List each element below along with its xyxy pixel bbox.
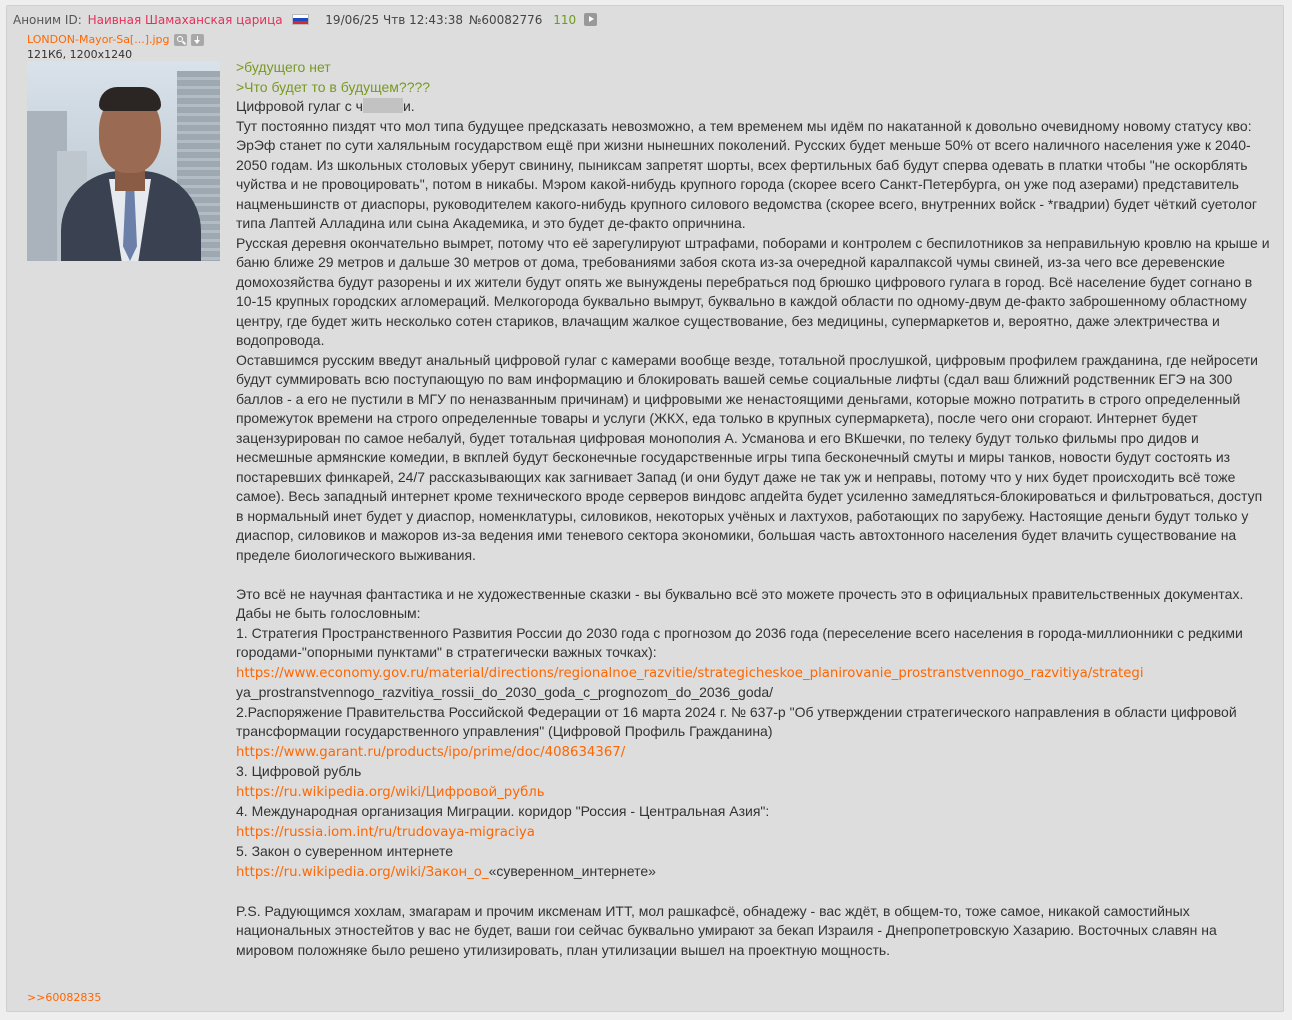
blank-line [236, 565, 1272, 585]
post-paragraph: 3. Цифровой рубль [236, 763, 362, 779]
external-link[interactable]: https://www.garant.ru/products/ipo/prime/doc/408634367/ [236, 744, 626, 760]
post-text: «суверенном_интернете» [488, 862, 656, 879]
post-paragraph: 1. Стратегия Пространственного Развития России до 2030 года с прогнозом до 2036 года (переселение всего населения в города-миллионники с редкими городами-"опорными пунктами" в стратегически важных точках): [236, 624, 1243, 660]
external-link[interactable]: https://ru.wikipedia.org/wiki/Закон_о_ [236, 864, 489, 880]
post-paragraph: Тут постоянно пиздят что мол типа будущее предсказать невозможно, а тем временем мы идём по накатанной к довольно очевидному новому статусу кво: [236, 117, 1252, 134]
post-paragraph: 5. Закон о суверенном интернете [236, 843, 454, 859]
greentext-quote: >Что будет то в будущем???? [236, 78, 431, 95]
greentext-quote: >будущего нет [236, 59, 331, 75]
post-paragraph: ЭрЭф станет по сути халяльным государством ещё при жизни нынешних поколений. Русских будет меньше 50% от всего наличного населения уже к 2040-2050 годам. Из школьных столовых уберут свинину, пыниксам запретят шорты, всех фертильных баб будут сперва одевать в платки чтобы "не оскорблять чуйства и не провоцировать", потом в никабы. Мэром какой-нибудь крупного города (скорее всего Санкт-Петербурга, он уже под азерами) представитель нацменьшинств от диаспоры, руководителем какого-нибудь крупного силового ведомства (скорее всего, внутренних войск - *гвадрии) будет чёткий суетолог типа Лаптей Алладина или сына Академика, и это будет де-факто опричнина. [236, 137, 1257, 231]
poster-label: Аноним ID: [13, 13, 82, 27]
external-link[interactable]: https://www.economy.gov.ru/material/directions/regionalnoe_razvitie/strategicheskoe_planirovanie_prostranstvennogo_razvitiya/strategi [236, 665, 1144, 681]
search-icon[interactable] [174, 34, 187, 46]
post-text: и. [402, 98, 415, 114]
ru-flag-icon [292, 14, 309, 25]
blank-line [236, 882, 1272, 902]
post-paragraph: P.S. Радующимся хохлам, змагарам и прочим иксменам ИТТ, мол рашкафсё, обнадежу - вас ждёт, в общем-то, тоже самое, никакой самостийных национальных этностейтов у вас не будет, ваши гои сейчас буквально умирают за бекап Израиля - Днепропетровскую Хазарию. Восточных славян на мировом положняке было решено утилизировать, план утилизации вышел на проектную мощность. [236, 902, 1217, 958]
file-meta: 121Кб, 1200x1240 [27, 48, 133, 61]
post-text: ya_prostranstvennogo_razvitiya_rossii_do_2030_goda_c_prognozom_do_2036_goda/ [236, 684, 774, 700]
download-icon[interactable] [191, 34, 204, 46]
post-paragraph: Это всё не научная фантастика и не художественные сказки - вы буквально всё это можете прочесть это в официальных правительственных документах. Дабы не быть голословным: [236, 585, 1244, 621]
post-date: 19/06/25 Чтв 12:43:38 [325, 13, 464, 27]
external-link[interactable]: https://ru.wikipedia.org/wiki/Цифровой_рубль [236, 784, 545, 800]
post-paragraph: 2.Распоряжение Правительства Российской Федерации от 16 марта 2024 г. № 637-р "Об утверждении стратегического направления в области цифровой трансформации государственного управления" (Цифровой Профиль Гражданина) [236, 703, 1237, 739]
post-image-thumbnail[interactable] [27, 61, 220, 261]
censored-spoiler[interactable] [363, 98, 403, 113]
external-link[interactable]: https://russia.iom.int/ru/trudovaya-migraciya [236, 824, 535, 840]
post-number[interactable]: №60082776 [468, 13, 543, 27]
post-paragraph: 4. Международная организация Миграции. коридор "Россия - Центральная Азия": [236, 803, 770, 819]
post-counter: 110 [553, 13, 577, 27]
post [6, 5, 1284, 1012]
post-line [236, 97, 1272, 117]
post-text: Цифровой гулаг с ч [236, 98, 363, 114]
thumb-hair [99, 87, 161, 111]
play-icon[interactable] [584, 13, 597, 26]
reply-link[interactable]: >>60082835 [27, 991, 102, 1004]
post-paragraph: Оставшимся русским введут анальный цифровой гулаг с камерами вообще везде, тотальной прослушкой, цифровым профилем гражданина, где нейросети будут суммировать всю поступающую по вам информацию и блокировать вашей семье социальные лифты (сдал ваш ближний родственник ЕГЭ на 300 баллов - а его не пустили в МГУ по неназванным причинам) и цифровыми же ненастоящими деньгами, которые можно потратить в строго определенный промежуток времени на строго определенные товары и услуги (ЖКХ, еда только в крупных супермаркета), после чего они сгорают. Интернет будет зацензурирован по самое небалуй, будет тотальная цифровая монополия А. Усманова и его ВКшечки, по телеку будут только фильмы про дидов и несмешные армянские комедии, в вкплей будут бесконечные государственные игры типа бесконечный смуты и миры танков, новости будут состоять из постаревших финкарей, 24/7 рассказывающих как загнивает Запад (и они будут даже не так уж и неправы, потому что у них будет происходить всё тоже самое). Весь западный интернет кроме технического вроде серверов виндовс апдейта будет усиленно замедляться-блокироваться и фильтроваться, доступ в нормальный инет будет у диаспор, номенклатуры, силовиков, некоторых учёных и лахтухов, работающих по зарубежу. Настоящие деньги будут только у диаспор, силовиков и мажоров из-за ведения ими теневого сектора экономики, большая часть автохтонного населения будет влачить существование на пределе биологического выживания. [236, 351, 1263, 563]
file-info [27, 33, 204, 47]
file-name-link[interactable]: LONDON-Mayor-Sa[...].jpg [27, 33, 170, 46]
post-header [13, 12, 597, 28]
poster-id[interactable]: Наивная Шамаханская царица [87, 13, 283, 27]
post-paragraph: Русская деревня окончательно вымрет, потому что её зарегулируют штрафами, поборами и контролем с беспилотников за неправильную кровлю на крыше и баню ближе 29 метров и дальше 30 метров от дома, требованиями забоя скота из-за очередной каралпаксой чумы свиней, из-за чего все деревенские домохозяйства будут разорены и их жители будут опять же вынуждены перебраться под брюшко цифрового гулага в город. Всё население будет согнано в 10-15 крупных городских агломераций. Мелкогорода буквально вымрут, буквально в каждой области по одному-двум де-факто заброшенному областному центру, где будет жить несколько сотен стариков, влачащим жалкое существование, без медицины, супермаркетов и, вероятно, даже электричества и водопровода. [236, 234, 1270, 348]
post-body [236, 58, 1272, 960]
